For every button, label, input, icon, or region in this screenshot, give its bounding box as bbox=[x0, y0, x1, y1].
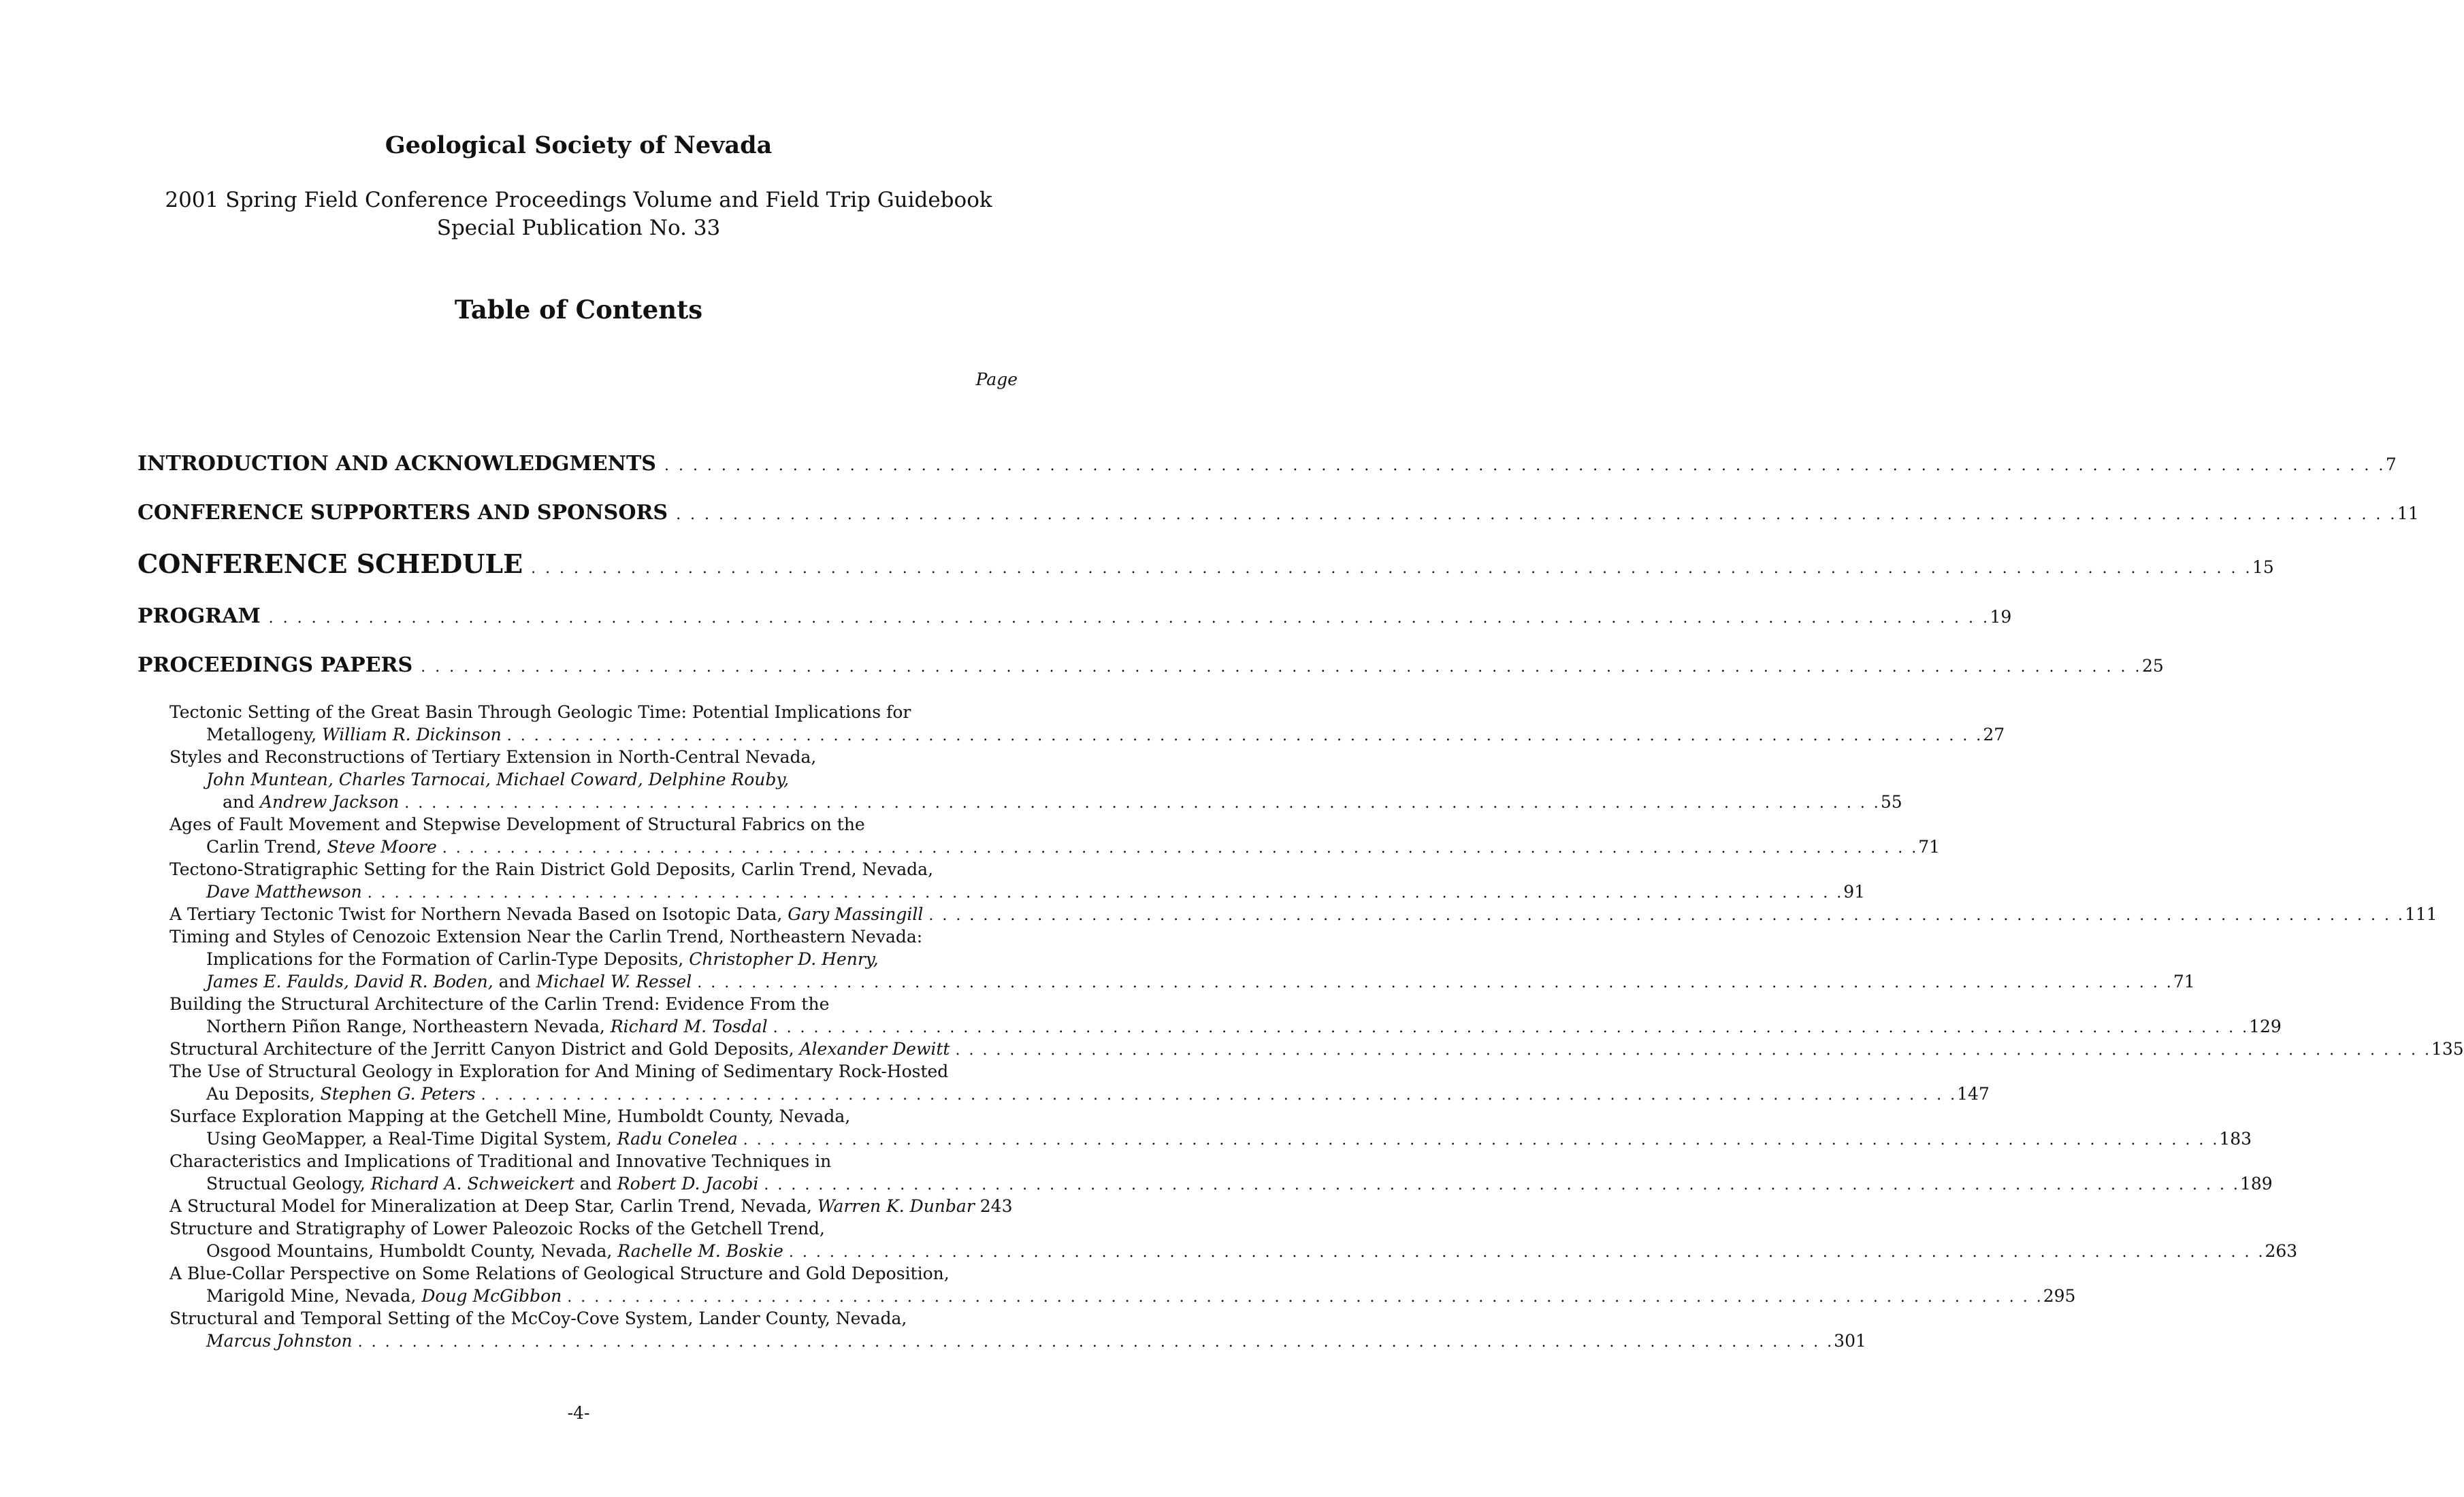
paper-author: Radu Conelea bbox=[617, 1129, 738, 1149]
section-label: CONFERENCE SUPPORTERS AND SPONSORS bbox=[137, 501, 668, 525]
paper-title-line bbox=[169, 948, 999, 970]
paper-author: Stephen G. Peters bbox=[320, 1084, 476, 1104]
dot-leader bbox=[789, 1241, 2265, 1264]
paper-author-line bbox=[169, 970, 2195, 993]
paper-author: James E. Faulds, David R. Boden, bbox=[206, 972, 493, 991]
paper-title-line: Characteristics and Implications of Traditional and Innovative Techniques in bbox=[169, 1151, 832, 1171]
section-page: 15 bbox=[2252, 557, 2274, 577]
paper-author: Gary Massingill bbox=[788, 904, 924, 924]
paper-author: Robert D. Jacobi bbox=[617, 1174, 759, 1194]
page-number: -4- bbox=[567, 1403, 590, 1423]
paper-title-text: Marigold Mine, Nevada, bbox=[206, 1286, 422, 1306]
subtitle-line-2: Special Publication No. 33 bbox=[436, 216, 721, 240]
paper-title-line: Structural and Temporal Setting of the McCoy-Cove System, Lander County, Nevada, bbox=[169, 1309, 907, 1328]
dot-leader bbox=[442, 837, 1919, 859]
dot-leader bbox=[773, 1017, 2250, 1039]
paper-page: 301 bbox=[1834, 1331, 1866, 1351]
paper-author-line bbox=[169, 1015, 2282, 1038]
dot-leader bbox=[567, 1286, 2043, 1309]
paper-author-line bbox=[169, 903, 2437, 925]
dot-leader bbox=[421, 659, 2142, 676]
paper-author: Alexander Dewitt bbox=[799, 1039, 950, 1059]
dot-leader bbox=[955, 1039, 2431, 1062]
paper-author: Steve Moore bbox=[327, 837, 437, 857]
subtitle-line-1: 2001 Spring Field Conference Proceedings Volume and Field Trip Guidebook bbox=[165, 188, 992, 212]
dot-leader bbox=[507, 725, 1983, 747]
toc-section-schedule bbox=[137, 548, 2274, 579]
paper-author-line bbox=[169, 791, 1902, 813]
paper-title-line: A Blue-Collar Perspective on Some Relations of Geological Structure and Gold Deposition, bbox=[169, 1264, 950, 1283]
paper-page: 183 bbox=[2219, 1129, 2252, 1149]
paper-author-line bbox=[169, 881, 1866, 903]
paper-page: 71 bbox=[1918, 837, 1941, 857]
paper-author-line bbox=[169, 1038, 2464, 1060]
paper-author: Richard A. Schweickert bbox=[370, 1174, 574, 1194]
paper-page: 111 bbox=[2404, 904, 2437, 924]
section-label: PROCEEDINGS PAPERS bbox=[137, 653, 413, 677]
paper-title-line: Timing and Styles of Cenozoic Extension Near the Carlin Trend, Northeastern Nevada: bbox=[169, 927, 923, 947]
paper-page: 91 bbox=[1843, 882, 1866, 902]
paper-and-text: and bbox=[493, 972, 536, 991]
page-column-label: Page bbox=[975, 369, 1018, 389]
paper-page: 263 bbox=[2265, 1241, 2298, 1261]
paper-page: 129 bbox=[2249, 1017, 2282, 1036]
paper-title-text: Implications for the Formation of Carlin-Type Deposits, bbox=[206, 949, 690, 969]
paper-page: 147 bbox=[1957, 1084, 1990, 1104]
dot-leader bbox=[481, 1084, 1958, 1106]
paper-author: Richard M. Tosdal bbox=[610, 1017, 768, 1036]
paper-and-text: and bbox=[574, 1174, 617, 1194]
paper-author: Michael W. Ressel bbox=[536, 972, 692, 991]
paper-author: John Muntean, Charles Tarnocai, Michael Coward, Delphine Rouby, bbox=[206, 770, 790, 789]
paper-page: 295 bbox=[2043, 1286, 2076, 1306]
paper-title-text: Using GeoMapper, a Real-Time Digital System, bbox=[206, 1129, 617, 1149]
section-label: INTRODUCTION AND ACKNOWLEDGMENTS bbox=[137, 452, 656, 476]
paper-title-line: Tectono-Stratigraphic Setting for the Rain District Gold Deposits, Carlin Trend, Nevada, bbox=[169, 859, 934, 879]
paper-title-line: Ages of Fault Movement and Stepwise Development of Structural Fabrics on the bbox=[169, 815, 865, 834]
society-title: Geological Society of Nevada bbox=[385, 131, 773, 159]
paper-page: 71 bbox=[2173, 972, 2195, 991]
paper-title-text: Carlin Trend, bbox=[206, 837, 327, 857]
paper-page: 55 bbox=[1880, 792, 1902, 812]
dot-leader bbox=[664, 457, 2386, 474]
paper-author: Christopher D. Henry, bbox=[689, 949, 879, 969]
paper-title-line: The Use of Structural Geology in Exploration for And Mining of Sedimentary Rock-Hosted bbox=[169, 1062, 949, 1081]
paper-author-line bbox=[169, 1195, 1013, 1217]
paper-author-line bbox=[169, 723, 2005, 746]
paper-title-line: Building the Structural Architecture of the Carlin Trend: Evidence From the bbox=[169, 994, 830, 1014]
paper-author-line bbox=[169, 1285, 2076, 1307]
paper-title-text: Osgood Mountains, Humboldt County, Nevada, bbox=[206, 1241, 618, 1261]
dot-leader bbox=[358, 1331, 1834, 1353]
dot-leader bbox=[697, 972, 2173, 994]
toc-section-supporters bbox=[137, 501, 2419, 525]
paper-page: 189 bbox=[2239, 1174, 2273, 1194]
paper-author: Doug McGibbon bbox=[421, 1286, 562, 1306]
paper-page: 27 bbox=[1983, 725, 2005, 744]
paper-author-line bbox=[169, 1240, 2298, 1262]
paper-title-line: Structure and Stratigraphy of Lower Paleozoic Rocks of the Getchell Trend, bbox=[169, 1219, 825, 1238]
section-page: 7 bbox=[2385, 455, 2397, 474]
paper-title-text: and bbox=[223, 792, 260, 812]
toc-title: Table of Contents bbox=[454, 295, 703, 325]
paper-author-line bbox=[169, 1172, 2273, 1195]
paper-author-line bbox=[169, 1330, 1866, 1352]
dot-leader bbox=[269, 610, 1990, 627]
paper-title-text: Au Deposits, bbox=[206, 1084, 321, 1104]
paper-author: Rachelle M. Boskie bbox=[617, 1241, 783, 1261]
dot-leader bbox=[676, 506, 2397, 523]
paper-title-line: Surface Exploration Mapping at the Getchell Mine, Humboldt County, Nevada, bbox=[169, 1106, 851, 1126]
section-label: CONFERENCE SCHEDULE bbox=[137, 548, 523, 579]
toc-section-introduction bbox=[137, 452, 2397, 476]
paper-title-line: Styles and Reconstructions of Tertiary Extension in North-Central Nevada, bbox=[169, 747, 817, 767]
paper-author: William R. Dickinson bbox=[321, 725, 502, 744]
paper-title-text: A Tertiary Tectonic Twist for Northern Nevada Based on Isotopic Data, bbox=[169, 904, 788, 924]
section-label: PROGRAM bbox=[137, 604, 261, 628]
section-page: 25 bbox=[2141, 656, 2164, 676]
paper-author-line bbox=[169, 1128, 2252, 1150]
dot-leader bbox=[368, 882, 1844, 904]
dot-leader bbox=[531, 560, 2252, 577]
paper-author-line bbox=[169, 836, 1941, 858]
dot-leader bbox=[404, 792, 1881, 815]
paper-page: 243 bbox=[979, 1196, 1013, 1216]
paper-title-text: Structual Geology, bbox=[206, 1174, 371, 1194]
paper-page: 135 bbox=[2431, 1039, 2464, 1059]
section-page: 19 bbox=[1990, 607, 2012, 627]
paper-title-text: Metallogeny, bbox=[206, 725, 322, 744]
paper-author-line bbox=[169, 1083, 1990, 1105]
section-page: 11 bbox=[2397, 504, 2419, 523]
paper-title-text: Northern Piñon Range, Northeastern Nevada, bbox=[206, 1017, 611, 1036]
toc-section-proceedings bbox=[137, 653, 2164, 677]
paper-author: Andrew Jackson bbox=[259, 792, 400, 812]
paper-title-text: A Structural Model for Mineralization at Deep Star, Carlin Trend, Nevada, bbox=[169, 1196, 817, 1216]
dot-leader bbox=[928, 904, 2405, 927]
toc-section-program bbox=[137, 604, 2012, 628]
paper-author: Warren K. Dunbar bbox=[817, 1196, 975, 1216]
paper-list bbox=[169, 701, 2464, 1352]
paper-title-line: Tectonic Setting of the Great Basin Through Geologic Time: Potential Implications for bbox=[169, 702, 911, 722]
paper-title-text: Structural Architecture of the Jerritt Canyon District and Gold Deposits, bbox=[169, 1039, 800, 1059]
paper-author: Dave Matthewson bbox=[206, 882, 362, 902]
paper-author: Marcus Johnston bbox=[206, 1331, 353, 1351]
dot-leader bbox=[764, 1174, 2240, 1196]
dot-leader bbox=[743, 1129, 2220, 1151]
